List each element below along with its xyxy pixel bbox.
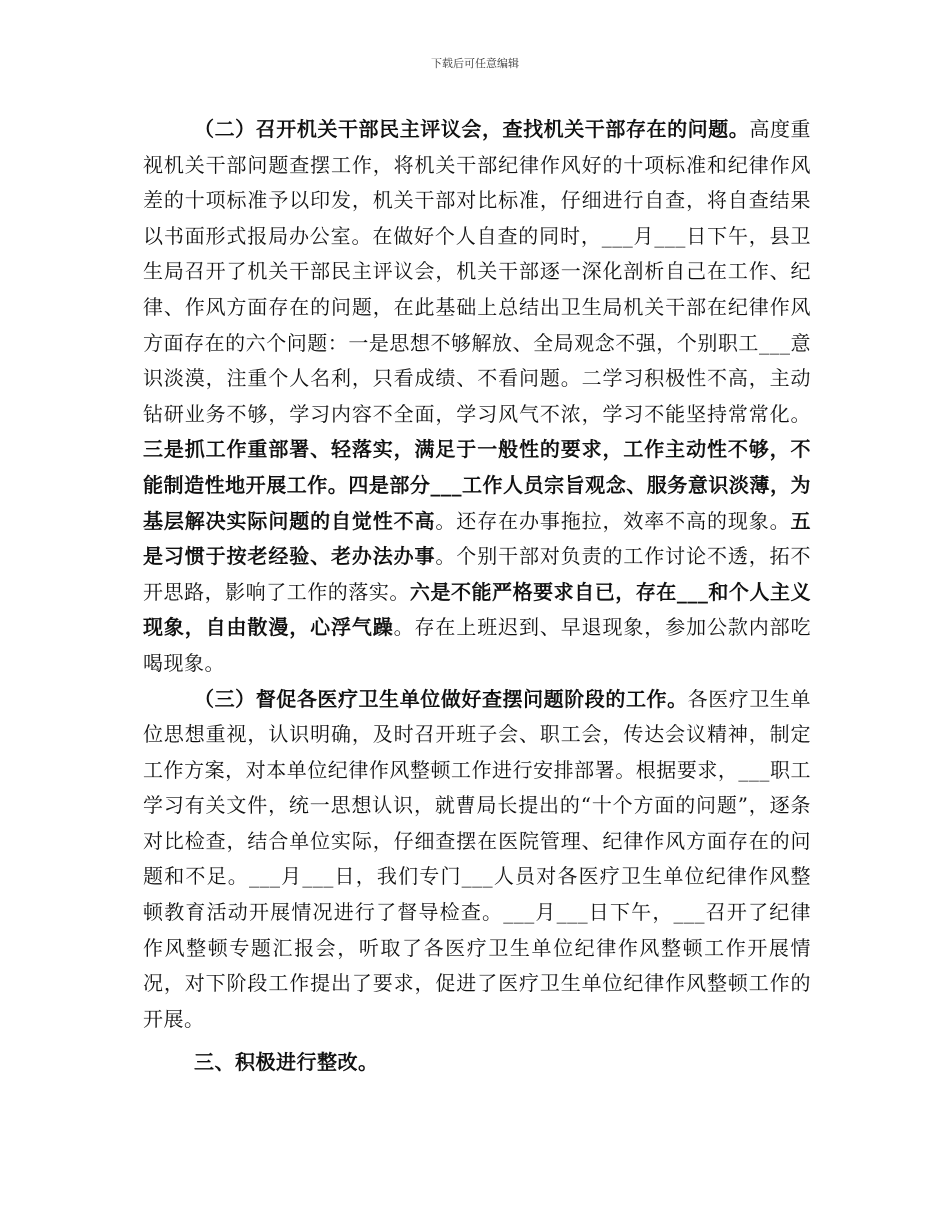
body-text: 高度重视机关干部问题查摆工作，将机关干部纪律作风好的十项标准和纪律作风差的十项标准予以印发，机关干部对比标准，仔细进行自查，将自查结果以书面形式报局办公室。在做好个人自查的同时，___月___日下午，县卫生局召开了机关干部民主评议会，机关干部逐一深化剖析自己在工作、纪律、作风方面存在的问题，在此基础上总结出卫生局机关干部在纪律作风方面存在的六个问题：一是思想不够解放、全局观念不强，个别职工___意识淡漠，注重个人名利，只看成绩、不看问题。二学习积极性不高，主动钻研业务不够，学习内容不全面，学习风气不浓，学习不能坚持常常化。 bbox=[143, 117, 812, 426]
heading-section-2: （二）召开机关干部民主评议会，查找机关干部存在的问题。 bbox=[194, 117, 750, 141]
paragraph-heading-3 bbox=[143, 1045, 811, 1081]
page-header: 下载后可任意编辑 bbox=[431, 57, 519, 70]
heading-part-3: 三、积极进行整改。 bbox=[194, 1050, 379, 1075]
body-text: 。个别干部对负责的工作讨论不透，拓不开思路，影响了工作的落实。 bbox=[143, 544, 812, 604]
body-text: 。存在上班迟到、早退现象，参加公款内部吃喝现象。 bbox=[143, 615, 812, 675]
bold-text: 五是习惯于按老经验、老办法办事 bbox=[143, 508, 812, 569]
bold-text: 六是不能严格要求自已，存在___和个人主义现象，自由散漫，心浮气躁 bbox=[143, 579, 812, 640]
paragraph-section-2 bbox=[143, 112, 811, 682]
heading-section-3: （三）督促各医疗卫生单位做好查摆问题阶段的工作。 bbox=[194, 686, 688, 711]
paragraph-section-3 bbox=[143, 682, 811, 1038]
body-text: 各医疗卫生单位思想重视，认识明确，及时召开班子会、职工会，传达会议精神，制定工作方案，对本单位纪律作风整顿工作进行安排部署。根据要求，___职工学习有关文件，统一思想认识，就曹局长提出的“十个方面的问题”，逐条对比检查，结合单位实际，仔细查摆在医院管理、纪律作风方面存在的问题和不足。___月___日，我们专门___人员对各医疗卫生单位纪律作风整顿教育活动开展情况进行了督导检查。___月___日下午，___召开了纪律作风整顿专题汇报会，听取了各医疗卫生单位纪律作风整顿工作开展情况，对下阶段工作提出了要求，促进了医疗卫生单位纪律作风整顿工作的开展。 bbox=[143, 686, 812, 1031]
document-body bbox=[143, 112, 811, 1081]
body-text: 。还存在办事拖拉，效率不高的现象。 bbox=[435, 508, 791, 533]
bold-text: 三是抓工作重部署、轻落实，满足于一般性的要求，工作主动性不够，不能制造性地开展工作。四是部分___工作人员宗旨观念、服务意识淡薄，为基层解决实际问题的自觉性不高 bbox=[143, 437, 811, 533]
